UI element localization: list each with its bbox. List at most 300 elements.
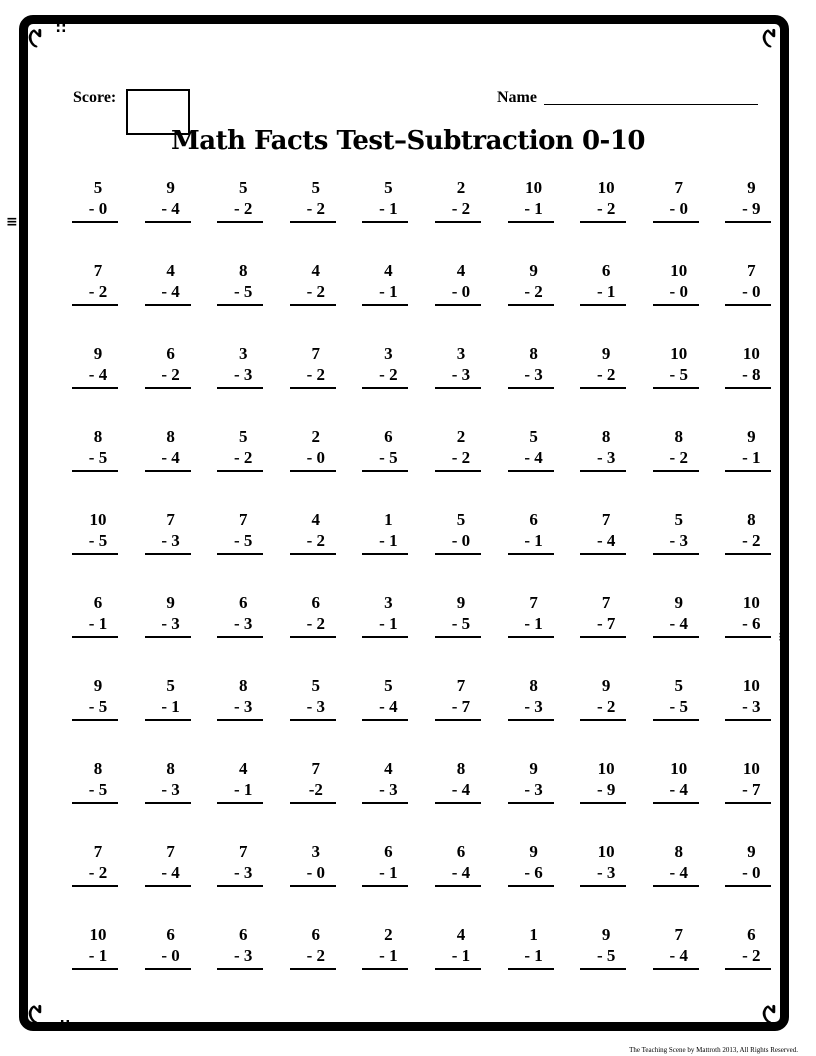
answer-line[interactable] (435, 802, 481, 804)
subtrahend: - 1 (161, 697, 180, 716)
answer-line[interactable] (72, 802, 118, 804)
answer-line[interactable] (217, 719, 263, 721)
answer-line[interactable] (653, 221, 699, 223)
answer-line[interactable] (290, 387, 336, 389)
subtrahend: - 7 (742, 780, 761, 799)
minuend: 3 (311, 842, 321, 861)
answer-line[interactable] (508, 885, 554, 887)
subtrahend: - 0 (669, 199, 688, 218)
subtrahend: - 3 (451, 365, 471, 384)
minuend: 10 (670, 759, 688, 778)
answer-line[interactable] (653, 387, 699, 389)
minuend: 1 (384, 510, 393, 529)
subtraction-problem (715, 842, 788, 925)
subtrahend: - 4 (161, 448, 180, 467)
answer-line[interactable] (580, 553, 626, 555)
answer-line[interactable] (362, 968, 408, 970)
minuend: 10 (670, 344, 688, 363)
answer-line[interactable] (72, 885, 118, 887)
subtraction-problem (498, 344, 571, 427)
answer-line[interactable] (725, 885, 771, 887)
answer-line[interactable] (725, 968, 771, 970)
answer-line[interactable] (580, 470, 626, 472)
minuend: 7 (93, 261, 103, 280)
subtrahend: - 0 (669, 282, 688, 301)
minuend: 9 (601, 344, 611, 363)
subtrahend: - 2 (233, 199, 253, 218)
subtraction-problem (280, 925, 353, 1008)
answer-line[interactable] (508, 719, 554, 721)
subtrahend: - 2 (88, 282, 108, 301)
answer-line[interactable] (145, 221, 191, 223)
subtraction-problem (135, 261, 208, 344)
subtrahend: - 3 (233, 365, 253, 384)
subtraction-problem (280, 344, 353, 427)
subtrahend: - 5 (88, 448, 108, 467)
answer-line[interactable] (435, 470, 481, 472)
subtraction-problem (715, 925, 788, 1008)
minuend: 6 (311, 593, 321, 612)
subtrahend: - 0 (306, 863, 325, 882)
subtraction-problem (425, 842, 498, 925)
subtraction-problem (570, 344, 643, 427)
answer-line[interactable] (72, 636, 118, 638)
minuend: 8 (601, 427, 611, 446)
subtraction-problem (62, 427, 135, 510)
answer-line[interactable] (217, 553, 263, 555)
answer-line[interactable] (290, 968, 336, 970)
minuend: 9 (529, 842, 538, 861)
minuend: 8 (166, 759, 175, 778)
subtraction-problem (280, 842, 353, 925)
subtraction-problem (280, 427, 353, 510)
subtraction-problem (207, 925, 280, 1008)
problem-row (62, 593, 788, 676)
answer-line[interactable] (290, 470, 336, 472)
subtrahend: - 2 (161, 365, 180, 384)
subtrahend: - 2 (524, 282, 543, 301)
answer-line[interactable] (72, 553, 118, 555)
subtrahend: - 1 (742, 448, 761, 467)
subtrahend: - 0 (742, 282, 761, 301)
minuend: 9 (529, 261, 538, 280)
subtraction-problem (643, 344, 716, 427)
answer-line[interactable] (653, 470, 699, 472)
minuend: 4 (456, 261, 466, 280)
answer-line[interactable] (725, 553, 771, 555)
problem-row (62, 676, 788, 759)
subtraction-problem (715, 261, 788, 344)
answer-line[interactable] (508, 304, 554, 306)
subtrahend: - 4 (669, 863, 688, 882)
minuend: 10 (742, 593, 760, 612)
answer-line[interactable] (653, 304, 699, 306)
subtraction-problem (280, 510, 353, 593)
subtraction-problem (425, 925, 498, 1008)
answer-line[interactable] (217, 470, 263, 472)
minuend: 7 (674, 178, 683, 197)
answer-line[interactable] (145, 387, 191, 389)
answer-line[interactable] (145, 636, 191, 638)
answer-line[interactable] (290, 636, 336, 638)
swirl-ornament-top-right: ୯ (762, 21, 776, 54)
minuend: 8 (674, 427, 683, 446)
subtraction-problem (352, 676, 425, 759)
name-field[interactable] (544, 104, 758, 105)
subtrahend: - 2 (306, 614, 325, 633)
answer-line[interactable] (217, 885, 263, 887)
answer-line[interactable] (508, 553, 554, 555)
subtraction-problem (207, 427, 280, 510)
minuend: 9 (601, 676, 611, 695)
answer-line[interactable] (725, 221, 771, 223)
subtraction-problem (498, 759, 571, 842)
minuend: 6 (384, 842, 393, 861)
subtrahend: - 1 (379, 863, 398, 882)
subtrahend: - 1 (379, 282, 398, 301)
subtrahend: - 2 (451, 448, 471, 467)
subtraction-problem (643, 510, 716, 593)
answer-line[interactable] (290, 719, 336, 721)
subtrahend: - 3 (379, 780, 398, 799)
minuend: 8 (93, 759, 103, 778)
subtraction-problem (135, 759, 208, 842)
subtrahend: - 4 (451, 863, 471, 882)
minuend: 5 (93, 178, 103, 197)
subtraction-problem (207, 676, 280, 759)
answer-line[interactable] (72, 470, 118, 472)
minuend: 3 (384, 593, 393, 612)
answer-line[interactable] (508, 968, 554, 970)
answer-line[interactable] (508, 802, 554, 804)
answer-line[interactable] (362, 304, 408, 306)
subtraction-problem (352, 925, 425, 1008)
subtraction-problem (135, 593, 208, 676)
minuend: 7 (529, 593, 538, 612)
subtraction-problem (352, 427, 425, 510)
subtrahend: - 5 (88, 531, 108, 550)
minuend: 5 (311, 676, 321, 695)
subtraction-problem (62, 676, 135, 759)
answer-line[interactable] (362, 221, 408, 223)
answer-line[interactable] (653, 553, 699, 555)
answer-line[interactable] (580, 719, 626, 721)
answer-line[interactable] (217, 304, 263, 306)
subtrahend: - 1 (379, 614, 398, 633)
answer-line[interactable] (653, 802, 699, 804)
minuend: 4 (166, 261, 175, 280)
minuend: 4 (384, 261, 393, 280)
answer-line[interactable] (580, 885, 626, 887)
answer-line[interactable] (725, 719, 771, 721)
answer-line[interactable] (653, 719, 699, 721)
minuend: 7 (747, 261, 756, 280)
answer-line[interactable] (725, 470, 771, 472)
subtraction-problem (425, 676, 498, 759)
minuend: 9 (166, 593, 175, 612)
subtraction-problem (352, 510, 425, 593)
subtrahend: - 3 (306, 697, 325, 716)
subtraction-problem (352, 344, 425, 427)
subtrahend: - 1 (233, 780, 253, 799)
subtraction-problem (207, 842, 280, 925)
subtrahend: - 1 (524, 199, 543, 218)
subtraction-problem (207, 261, 280, 344)
answer-line[interactable] (725, 802, 771, 804)
minuend: 10 (525, 178, 543, 197)
answer-line[interactable] (435, 719, 481, 721)
problem-row (62, 842, 788, 925)
answer-line[interactable] (362, 719, 408, 721)
subtraction-problem (715, 344, 788, 427)
dot-ornament: ≡ (6, 214, 18, 230)
answer-line[interactable] (435, 968, 481, 970)
answer-line[interactable] (72, 719, 118, 721)
subtraction-problem (715, 427, 788, 510)
answer-line[interactable] (435, 387, 481, 389)
minuend: 7 (166, 510, 175, 529)
minuend: 1 (529, 925, 538, 944)
subtraction-problem (498, 842, 571, 925)
answer-line[interactable] (145, 553, 191, 555)
answer-line[interactable] (217, 221, 263, 223)
subtrahend: - 2 (669, 448, 688, 467)
answer-line[interactable] (435, 553, 481, 555)
subtraction-problem (352, 842, 425, 925)
subtrahend: - 4 (451, 780, 471, 799)
minuend: 8 (456, 759, 466, 778)
subtrahend: - 3 (161, 780, 180, 799)
minuend: 5 (384, 178, 393, 197)
answer-line[interactable] (508, 636, 554, 638)
subtrahend: - 5 (88, 697, 108, 716)
answer-line[interactable] (145, 885, 191, 887)
subtrahend: - 2 (306, 199, 325, 218)
minuend: 10 (89, 510, 107, 529)
answer-line[interactable] (145, 719, 191, 721)
answer-line[interactable] (725, 387, 771, 389)
answer-line[interactable] (362, 553, 408, 555)
answer-line[interactable] (725, 636, 771, 638)
minuend: 6 (238, 925, 248, 944)
subtraction-problem (135, 344, 208, 427)
answer-line[interactable] (145, 968, 191, 970)
minuend: 4 (456, 925, 466, 944)
subtraction-problem (62, 925, 135, 1008)
minuend: 4 (238, 759, 248, 778)
minuend: 7 (238, 842, 248, 861)
subtrahend: - 1 (451, 946, 471, 965)
subtraction-problem (62, 842, 135, 925)
subtrahend: - 0 (451, 531, 471, 550)
subtraction-problem (207, 510, 280, 593)
subtraction-problem (207, 759, 280, 842)
subtrahend: - 3 (596, 448, 616, 467)
subtrahend: - 4 (161, 282, 180, 301)
minuend: 8 (674, 842, 683, 861)
answer-line[interactable] (217, 802, 263, 804)
subtrahend: - 4 (669, 614, 688, 633)
problem-row (62, 510, 788, 593)
answer-line[interactable] (725, 304, 771, 306)
subtraction-problem (62, 593, 135, 676)
problem-row (62, 759, 788, 842)
answer-line[interactable] (580, 304, 626, 306)
answer-line[interactable] (435, 636, 481, 638)
answer-line[interactable] (362, 387, 408, 389)
minuend: 5 (529, 427, 538, 446)
subtrahend: - 4 (669, 946, 688, 965)
answer-line[interactable] (435, 885, 481, 887)
subtraction-problem (280, 178, 353, 261)
subtrahend: - 2 (306, 282, 325, 301)
subtraction-problem (498, 593, 571, 676)
answer-line[interactable] (290, 221, 336, 223)
minuend: 7 (601, 593, 611, 612)
subtrahend: - 1 (379, 199, 398, 218)
subtraction-problem (570, 925, 643, 1008)
answer-line[interactable] (145, 470, 191, 472)
minuend: 9 (747, 178, 756, 197)
answer-line[interactable] (653, 636, 699, 638)
answer-line[interactable] (508, 221, 554, 223)
problem-row (62, 261, 788, 344)
subtraction-problem (425, 427, 498, 510)
answer-line[interactable] (290, 553, 336, 555)
subtraction-problem (715, 759, 788, 842)
subtrahend: - 3 (596, 863, 616, 882)
subtraction-problem (715, 510, 788, 593)
answer-line[interactable] (290, 885, 336, 887)
answer-line[interactable] (217, 636, 263, 638)
subtraction-problem (715, 593, 788, 676)
name-label: Name (497, 89, 537, 106)
subtraction-problem (135, 510, 208, 593)
minuend: 2 (311, 427, 321, 446)
subtrahend: - 0 (451, 282, 471, 301)
subtraction-problem (643, 925, 716, 1008)
subtrahend: - 4 (161, 199, 180, 218)
minuend: 6 (166, 925, 175, 944)
answer-line[interactable] (435, 221, 481, 223)
subtrahend: - 4 (524, 448, 543, 467)
minuend: 3 (456, 344, 466, 363)
minuend: 7 (601, 510, 611, 529)
minuend: 5 (674, 510, 683, 529)
minuend: 5 (166, 676, 175, 695)
answer-line[interactable] (72, 968, 118, 970)
subtrahend: - 2 (742, 531, 761, 550)
subtraction-problem (207, 178, 280, 261)
minuend: 9 (601, 925, 611, 944)
minuend: 7 (674, 925, 683, 944)
minuend: 8 (747, 510, 756, 529)
answer-line[interactable] (145, 304, 191, 306)
answer-line[interactable] (362, 885, 408, 887)
answer-line[interactable] (653, 968, 699, 970)
problem-row (62, 925, 788, 1008)
answer-line[interactable] (217, 968, 263, 970)
minuend: 10 (670, 261, 688, 280)
minuend: 8 (238, 261, 248, 280)
subtrahend: - 3 (233, 946, 253, 965)
subtraction-problem (570, 178, 643, 261)
answer-line[interactable] (290, 802, 336, 804)
answer-line[interactable] (580, 221, 626, 223)
subtrahend: - 3 (669, 531, 688, 550)
answer-line[interactable] (580, 802, 626, 804)
minuend: 4 (311, 261, 321, 280)
subtrahend: - 4 (88, 365, 108, 384)
subtraction-problem (62, 344, 135, 427)
dot-ornament: ≡ (778, 629, 790, 645)
answer-line[interactable] (580, 636, 626, 638)
subtrahend: - 3 (233, 697, 253, 716)
subtrahend: - 0 (742, 863, 761, 882)
answer-line[interactable] (653, 885, 699, 887)
answer-line[interactable] (217, 387, 263, 389)
answer-line[interactable] (362, 470, 408, 472)
answer-line[interactable] (508, 470, 554, 472)
subtraction-problem (498, 676, 571, 759)
answer-line[interactable] (72, 304, 118, 306)
subtraction-problem (62, 510, 135, 593)
answer-line[interactable] (362, 802, 408, 804)
subtrahend: - 4 (669, 780, 688, 799)
subtraction-problem (425, 759, 498, 842)
subtraction-problem (425, 261, 498, 344)
answer-line[interactable] (72, 221, 118, 223)
minuend: 4 (384, 759, 393, 778)
answer-line[interactable] (72, 387, 118, 389)
dot-ornament: ∷ (56, 21, 66, 37)
subtraction-problem (498, 510, 571, 593)
answer-line[interactable] (435, 304, 481, 306)
answer-line[interactable] (145, 802, 191, 804)
minuend: 5 (384, 676, 393, 695)
minuend: 7 (311, 759, 321, 778)
page-title: Math Facts Test–Subtraction 0-10 (170, 126, 646, 156)
minuend: 9 (93, 344, 103, 363)
swirl-ornament-bottom-left: ୯ (28, 997, 42, 1030)
subtrahend: - 4 (379, 697, 398, 716)
subtraction-problem (62, 178, 135, 261)
answer-line[interactable] (290, 304, 336, 306)
answer-line[interactable] (362, 636, 408, 638)
minuend: 6 (601, 261, 611, 280)
minuend: 10 (597, 842, 615, 861)
subtrahend: - 8 (742, 365, 761, 384)
minuend: 6 (311, 925, 321, 944)
subtrahend: - 5 (233, 282, 253, 301)
answer-line[interactable] (508, 387, 554, 389)
subtraction-problem (135, 676, 208, 759)
subtraction-problem (643, 759, 716, 842)
subtrahend: - 5 (379, 448, 398, 467)
answer-line[interactable] (580, 387, 626, 389)
answer-line[interactable] (580, 968, 626, 970)
minuend: 9 (747, 427, 756, 446)
subtraction-problem (135, 178, 208, 261)
minuend: 7 (166, 842, 175, 861)
subtraction-problem (425, 510, 498, 593)
subtraction-problem (643, 593, 716, 676)
subtrahend: - 5 (669, 697, 688, 716)
subtraction-problem (280, 593, 353, 676)
subtraction-problem (207, 593, 280, 676)
minuend: 3 (238, 344, 248, 363)
minuend: 5 (674, 676, 683, 695)
